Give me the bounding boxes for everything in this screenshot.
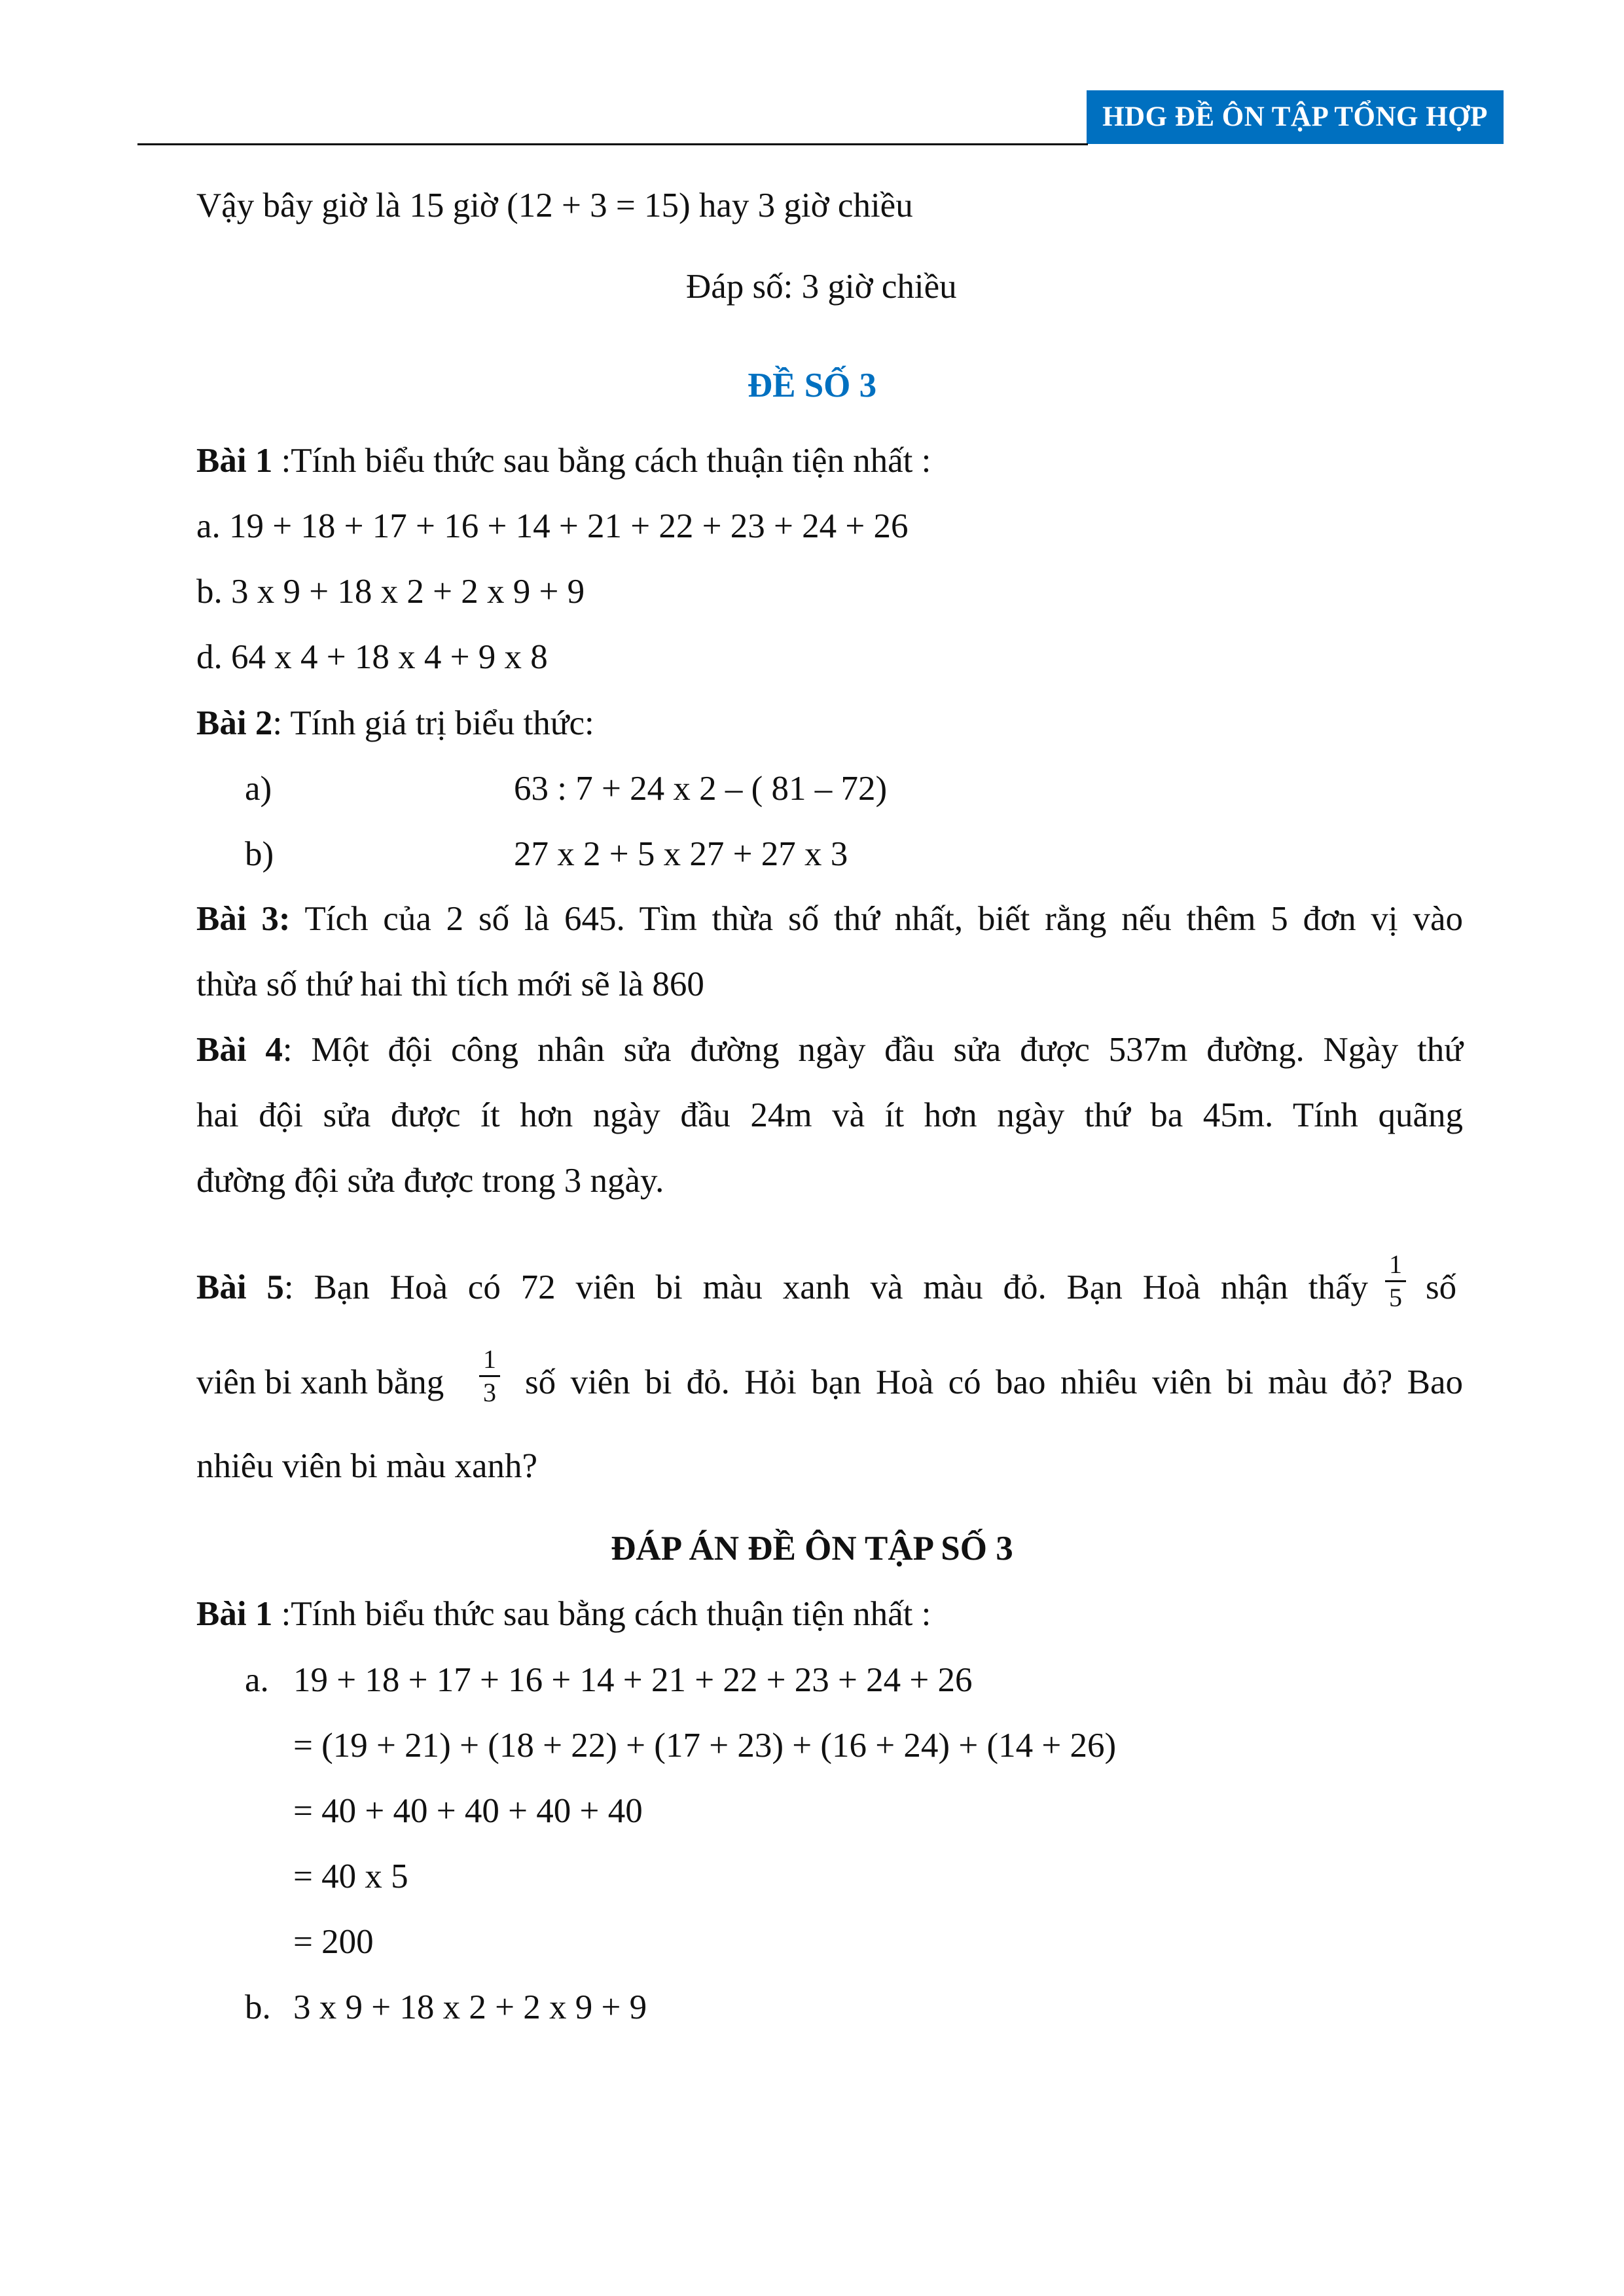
exam-bai1-d: d. 64 x 4 + 18 x 4 + 9 x 8 — [196, 638, 548, 676]
exam-bai2-label: Bài 2 — [196, 704, 273, 742]
fraction-one-fifth-denominator: 5 — [1389, 1283, 1402, 1312]
fraction-one-third-denominator: 3 — [483, 1378, 496, 1407]
prev-conclusion: Vậy bây giờ là 15 giờ (12 + 3 = 15) hay 3 giờ chiều — [196, 187, 913, 224]
answers-bai1-a-label: a. — [245, 1661, 269, 1699]
exam-bai3-text1: Tích của 2 số là 645. Tìm thừa số thứ nhất, biết rằng nếu thêm 5 đơn vị vào — [290, 900, 1463, 938]
prev-answer: Đáp số: 3 giờ chiều — [686, 268, 957, 306]
exam-bai3-label: Bài 3: — [196, 900, 291, 938]
answers-bai1-step1: = (19 + 21) + (18 + 22) + (17 + 23) + (16 + 24) + (14 + 26) — [293, 1727, 1117, 1765]
exam-bai2-b-expr: 27 x 2 + 5 x 27 + 27 x 3 — [514, 835, 848, 873]
exam-bai5-line3: nhiêu viên bi màu xanh? — [196, 1447, 538, 1485]
exam-bai5-text1: : Bạn Hoà có 72 viên bi màu xanh và màu đỏ. Bạn Hoà nhận thấy — [283, 1268, 1368, 1306]
answers-bai1-label: Bài 1 — [196, 1595, 273, 1633]
exam-bai1-label: Bài 1 — [196, 442, 273, 480]
answers-bai1-text: :Tính biểu thức sau bằng cách thuận tiện nhất : — [272, 1595, 931, 1633]
answers-bai1-b-expr: 3 x 9 + 18 x 2 + 2 x 9 + 9 — [293, 1988, 647, 2026]
exam-bai5-line1 — [196, 1266, 1368, 1308]
fraction-bar — [1385, 1280, 1406, 1282]
exam-bai4-line2: hai đội sửa được ít hơn ngày đầu 24m và ít hơn ngày thứ ba 45m. Tính quãng — [196, 1096, 1463, 1134]
exam-bai2-a-expr: 63 : 7 + 24 x 2 – ( 81 – 72) — [514, 770, 888, 808]
exam-bai4-line1 — [196, 1029, 1463, 1071]
exam-bai4-label: Bài 4 — [196, 1031, 283, 1069]
exam-bai5-label: Bài 5 — [196, 1268, 284, 1306]
answers-bai1-heading — [196, 1593, 931, 1635]
fraction-one-third — [477, 1345, 503, 1407]
header-badge: HDG ĐỀ ÔN TẬP TỔNG HỢP — [1087, 90, 1504, 144]
exam-bai3-line2: thừa số thứ hai thì tích mới sẽ là 860 — [196, 965, 704, 1003]
exam-bai2-text: : Tính giá trị biểu thức: — [272, 704, 594, 742]
exam-bai1-heading — [196, 440, 931, 482]
answers-bai1-step3: = 40 x 5 — [293, 1857, 408, 1895]
exam-bai5-line2-pre: viên bi xanh bằng — [196, 1363, 444, 1401]
exam-bai4-text1: : Một đội công nhân sửa đường ngày đầu sửa được 537m đường. Ngày thứ — [282, 1031, 1464, 1069]
exam-title: ĐỀ SỐ 3 — [747, 367, 877, 404]
exam-bai2-heading — [196, 702, 594, 744]
answers-title: ĐÁP ÁN ĐỀ ÔN TẬP SỐ 3 — [611, 1530, 1013, 1568]
fraction-one-fifth — [1382, 1250, 1409, 1312]
answers-bai1-step2: = 40 + 40 + 40 + 40 + 40 — [293, 1792, 643, 1830]
exam-bai2-b-label: b) — [245, 835, 274, 873]
exam-bai1-a: a. 19 + 18 + 17 + 16 + 14 + 21 + 22 + 23 + 24 + 26 — [196, 507, 909, 545]
exam-bai5-line2-post: số viên bi đỏ. Hỏi bạn Hoà có bao nhiêu viên bi màu đỏ? Bao — [525, 1363, 1463, 1401]
header-rule — [137, 143, 1088, 145]
fraction-bar — [479, 1375, 500, 1377]
exam-bai2-a-label: a) — [245, 770, 272, 808]
exam-bai4-line3: đường đội sửa được trong 3 ngày. — [196, 1162, 664, 1200]
answers-bai1-step4: = 200 — [293, 1923, 374, 1961]
exam-bai1-text: :Tính biểu thức sau bằng cách thuận tiện nhất : — [272, 442, 931, 480]
fraction-one-third-numerator: 1 — [483, 1344, 496, 1374]
exam-bai5-after-fraction: số — [1426, 1268, 1457, 1306]
exam-bai3-line1 — [196, 898, 1463, 940]
answers-bai1-b-label: b. — [245, 1988, 271, 2026]
fraction-one-fifth-numerator: 1 — [1389, 1249, 1402, 1279]
exam-bai1-b: b. 3 x 9 + 18 x 2 + 2 x 9 + 9 — [196, 573, 585, 611]
answers-bai1-a-expr: 19 + 18 + 17 + 16 + 14 + 21 + 22 + 23 + 24 + 26 — [293, 1661, 973, 1699]
